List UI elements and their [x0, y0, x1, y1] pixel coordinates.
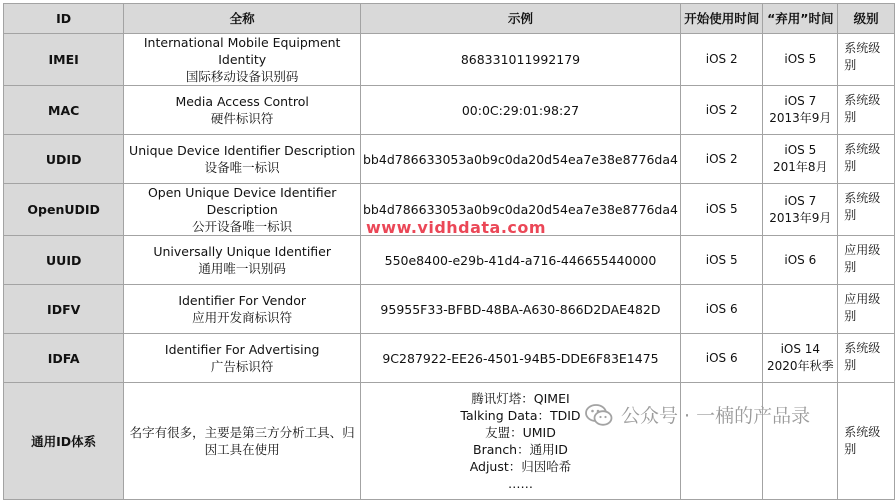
- full-name-line: Media Access Control: [175, 94, 309, 109]
- full-name-line: 名字有很多，主要是第三方分析工具、归: [129, 425, 355, 440]
- full-name-line: 因工具在使用: [204, 442, 280, 457]
- deprecated-time-line: iOS 5: [784, 52, 817, 66]
- header-start-time: 开始使用时间: [680, 4, 762, 34]
- example-line: bb4d786633053a0b9c0da20d54ea7e38e8776da4: [363, 202, 678, 217]
- cell-deprecated-time: [763, 184, 838, 236]
- cell-example: [361, 334, 681, 383]
- cell-level: 应用级别: [838, 236, 895, 285]
- cell-level: 应用级别: [838, 285, 895, 334]
- table-row: [4, 86, 895, 135]
- cell-id: UDID: [4, 135, 124, 184]
- header-id: ID: [4, 4, 124, 34]
- cell-start-time: [680, 334, 762, 383]
- deprecated-time-line: 201年8月: [773, 160, 828, 174]
- cell-full-name: [124, 86, 361, 135]
- example-line: bb4d786633053a0b9c0da20d54ea7e38e8776da4: [363, 151, 678, 167]
- start-time-line: iOS 2: [705, 102, 738, 117]
- cell-deprecated-time: [763, 34, 838, 86]
- cell-level: 系统级别: [838, 334, 895, 383]
- cell-full-name: [124, 135, 361, 184]
- table-row: [4, 285, 895, 334]
- full-name-line: Open Unique Device Identifier Description: [147, 185, 337, 217]
- cell-full-name: [124, 285, 361, 334]
- start-time-line: iOS 5: [705, 202, 738, 216]
- table-row: [4, 34, 895, 86]
- cell-full-name: [124, 184, 361, 236]
- cell-example: [361, 135, 681, 184]
- cell-id: OpenUDID: [4, 184, 124, 236]
- table-row: [4, 334, 895, 383]
- header-level: 级别: [838, 4, 895, 34]
- cell-start-time: [680, 135, 762, 184]
- start-time-line: iOS 6: [705, 301, 738, 316]
- cell-deprecated-time: [763, 86, 838, 135]
- deprecated-time-line: iOS 5: [784, 143, 817, 157]
- full-name-line: International Mobile Equipment Identity: [143, 35, 341, 67]
- cell-start-time: [680, 285, 762, 334]
- example-line: Adjust：归因哈希: [469, 459, 572, 474]
- cell-example: [361, 34, 681, 86]
- full-name-line: Identifier For Advertising: [164, 342, 320, 357]
- cell-deprecated-time: [763, 285, 838, 334]
- start-time-line: iOS 5: [705, 252, 738, 267]
- cell-full-name: [124, 383, 361, 500]
- cell-id: 通用ID体系: [4, 383, 124, 500]
- full-name-line: 通用唯一识别码: [198, 261, 286, 276]
- example-line: 95955F33-BFBD-48BA-A630-866D2DAE482D: [380, 301, 661, 317]
- cell-full-name: [124, 334, 361, 383]
- full-name-line: Identifier For Vendor: [178, 293, 307, 308]
- cell-start-time: [680, 86, 762, 135]
- full-name-line: 公开设备唯一标识: [192, 219, 293, 234]
- footer-brand-text: 公众号 · 一楠的产品录: [621, 405, 811, 427]
- header-full-name: 全称: [124, 4, 361, 34]
- full-name-line: Unique Device Identifier Description: [129, 143, 356, 158]
- example-line: 友盟：UMID: [485, 425, 556, 440]
- start-time-line: iOS 2: [705, 151, 738, 166]
- cell-deprecated-time: [763, 334, 838, 383]
- example-line: Talking Data：TDID: [460, 408, 581, 423]
- cell-id: IDFA: [4, 334, 124, 383]
- example-line: 550e8400-e29b-41d4-a716-446655440000: [384, 252, 657, 268]
- cell-start-time: [680, 34, 762, 86]
- cell-example: [361, 86, 681, 135]
- example-line: 9C287922-EE26-4501-94B5-DDE6F83E1475: [382, 350, 659, 366]
- header-deprecated-time: “弃用”时间: [763, 4, 838, 34]
- example-line: ……: [507, 476, 533, 491]
- deprecated-time-line: 2013年9月: [769, 210, 832, 225]
- deprecated-time-line: 2013年9月: [769, 111, 832, 125]
- header-example: 示例: [361, 4, 681, 34]
- full-name-line: Universally Unique Identifier: [153, 244, 331, 259]
- full-name-line: 硬件标识符: [210, 111, 274, 126]
- example-line: 腾讯灯塔：QIMEI: [471, 391, 570, 406]
- cell-level: 系统级别: [838, 184, 895, 236]
- table-row: [4, 236, 895, 285]
- deprecated-time-line: iOS 7: [784, 193, 817, 208]
- start-time-line: iOS 2: [705, 52, 738, 66]
- cell-id: UUID: [4, 236, 124, 285]
- cell-level: 系统级别: [838, 86, 895, 135]
- cell-start-time: [680, 236, 762, 285]
- cell-id: IDFV: [4, 285, 124, 334]
- cell-level: 系统级别: [838, 383, 895, 500]
- deprecated-time-line: iOS 7: [784, 94, 817, 108]
- cell-id: IMEI: [4, 34, 124, 86]
- start-time-line: iOS 6: [705, 350, 738, 365]
- cell-start-time: [680, 184, 762, 236]
- cell-level: 系统级别: [838, 135, 895, 184]
- example-line: 00:0C:29:01:98:27: [461, 102, 580, 118]
- full-name-line: 广告标识符: [210, 359, 274, 374]
- full-name-line: 设备唯一标识: [204, 160, 280, 175]
- cell-level: 系统级别: [838, 34, 895, 86]
- cell-id: MAC: [4, 86, 124, 135]
- cell-full-name: [124, 34, 361, 86]
- table-body: [4, 34, 895, 500]
- watermark-text: www.vidhdata.com: [366, 218, 547, 237]
- cell-full-name: [124, 236, 361, 285]
- deprecated-time-line: iOS 6: [784, 252, 817, 267]
- deprecated-time-line: iOS 14: [780, 342, 821, 356]
- full-name-line: 应用开发商标识符: [192, 310, 293, 325]
- example-line: Branch：通用ID: [473, 442, 568, 457]
- example-line: 868331011992179: [460, 52, 581, 67]
- wechat-icon: [585, 404, 613, 426]
- table-row: [4, 135, 895, 184]
- header-row: [4, 4, 895, 34]
- deprecated-time-line: 2020年秋季: [767, 359, 834, 373]
- footer-brand: [585, 401, 810, 428]
- cell-deprecated-time: [763, 236, 838, 285]
- cell-deprecated-time: [763, 135, 838, 184]
- cell-example: [361, 236, 681, 285]
- full-name-line: 国际移动设备识别码: [185, 69, 299, 84]
- cell-example: [361, 285, 681, 334]
